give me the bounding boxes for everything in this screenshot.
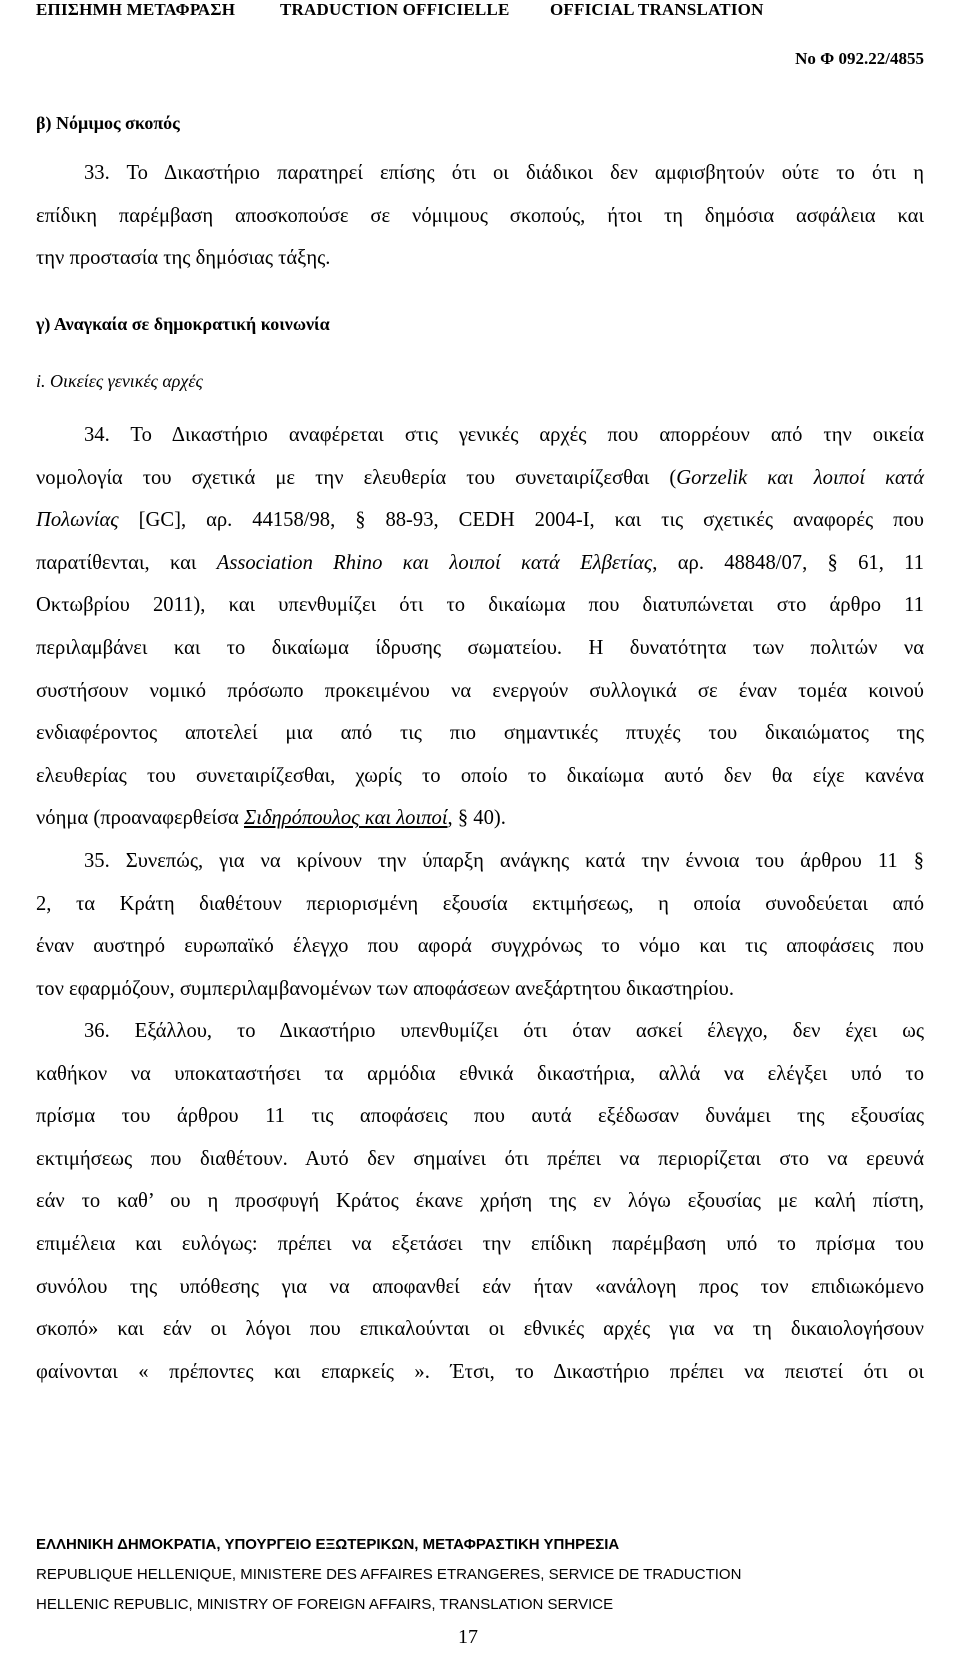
paragraph-34 bbox=[36, 414, 924, 840]
paragraph-line: εάν το καθ’ ου η προσφυγή Κράτος έκανε χρήση της εν λόγω εξουσίας με καλή πίστη, bbox=[36, 1190, 924, 1213]
paragraph-line bbox=[36, 542, 924, 585]
case-name-gorzelik: Gorzelik και λοιποί κατά bbox=[676, 466, 924, 489]
paragraph-line: Οκτωβρίου 2011), και υπενθυμίζει ότι το δικαίωμα που διατυπώνεται στο άρθρο 11 bbox=[36, 594, 924, 617]
paragraph-line: 2, τα Κράτη διαθέτουν περιορισμένη εξουσία εκτιμήσεως, η οποία συνοδεύεται από bbox=[36, 892, 924, 915]
text-run: , αρ. 48848/07, § 61, 11 bbox=[652, 551, 924, 574]
text-run: παρατίθενται, και bbox=[36, 551, 217, 574]
paragraph-35 bbox=[36, 840, 924, 1010]
paragraph-line: ελευθερίας του συνεταιρίζεσθαι, χωρίς το οποίο το δικαίωμα αυτό δεν θα είχε κανένα bbox=[36, 764, 924, 787]
paragraph-line: συνόλου της υπόθεσης για να αποφανθεί εάν ήταν «ανάλογη προς τον επιδιωκόμενο bbox=[36, 1275, 924, 1298]
text-run: [GC], αρ. 44158/98, § 88-93, CEDH 2004-I, και τις σχετικές αναφορές που bbox=[118, 509, 924, 532]
paragraph-line: περιλαμβάνει και το δικαίωμα ίδρυσης σωματείου. Η δυνατότητα των πολιτών να bbox=[36, 636, 924, 659]
header-greek-title: ΕΠΙΣΗΜΗ ΜΕΤΑΦΡΑΣΗ bbox=[36, 0, 236, 19]
reference-number: Νο Φ 092.22/4855 bbox=[795, 49, 924, 68]
paragraph-line: τον εφαρμόζουν, συμπεριλαμβανομένων των αποφάσεων ανεξάρτητου δικαστηρίου. bbox=[36, 977, 734, 1000]
paragraph-line: συστήσουν νομικό πρόσωπο προκειμένου να ενεργούν συλλογικά σε έναν τομέα κοινού bbox=[36, 679, 924, 702]
paragraph-line: 35. Συνεπώς, για να κρίνουν την ύπαρξη ανάγκης κατά την έννοια του άρθρου 11 § bbox=[84, 850, 924, 872]
paragraph-line: σκοπό» και εάν οι λόγοι που επικαλούνται οι εθνικές αρχές για να τη δικαιολογήσουν bbox=[36, 1318, 924, 1341]
text-run: , § 40). bbox=[447, 807, 506, 830]
case-name-association-rhino: Association Rhino και λοιποί κατά Ελβετίας bbox=[216, 551, 653, 574]
footer-english: HELLENIC REPUBLIC, MINISTRY OF FOREIGN AFFAIRS, TRANSLATION SERVICE bbox=[36, 1596, 614, 1613]
paragraph-line: έναν αυστηρό ευρωπαϊκό έλεγχο που αφορά συγχρόνως το νόμο και τις αποφάσεις που bbox=[36, 935, 924, 958]
paragraph-line: εκτιμήσεως που διαθέτουν. Αυτό δεν σημαίνει ότι πρέπει να περιορίζεται στο να ερευνά bbox=[36, 1147, 924, 1170]
footer-greek: ΕΛΛΗΝΙΚΗ ΔΗΜΟΚΡΑΤΙΑ, ΥΠΟΥΡΓΕΙΟ ΕΞΩΤΕΡΙΚΩΝ, ΜΕΤΑΦΡΑΣΤΙΚΗ ΥΠΗΡΕΣΙΑ bbox=[36, 1536, 620, 1553]
paragraph-line bbox=[36, 499, 924, 542]
paragraph-line: καθήκον να υποκαταστήσει τα αρμόδια εθνικά δικαστήρια, αλλά να ελέγξει υπό το bbox=[36, 1062, 924, 1085]
paragraph-36 bbox=[36, 1010, 924, 1393]
paragraph-line: επιμέλεια και ευλόγως: πρέπει να εξετάσει την επίδικη παρέμβαση υπό το πρίσμα του bbox=[36, 1232, 924, 1255]
case-name-gorzelik-country: Πολωνίας bbox=[36, 509, 119, 532]
paragraph-33 bbox=[36, 152, 924, 280]
footer-french: REPUBLIQUE HELLENIQUE, MINISTERE DES AFFAIRES ETRANGERES, SERVICE DE TRADUCTION bbox=[36, 1566, 742, 1583]
subsection-heading-general-principles: i. Οικείες γενικές αρχές bbox=[36, 371, 203, 391]
section-heading-necessity: γ) Αναγκαία σε δημοκρατική κοινωνία bbox=[36, 314, 330, 334]
paragraph-line: 34. Το Δικαστήριο αναφέρεται στις γενικές αρχές που απορρέουν από την οικεία bbox=[84, 424, 924, 446]
section-heading-legitimate-aim: β) Νόμιμος σκοπός bbox=[36, 113, 180, 133]
paragraph-line: ενδιαφέροντος αποτελεί μια από τις πιο σημαντικές πτυχές του δικαιώματος της bbox=[36, 722, 924, 745]
page-number: 17 bbox=[458, 1626, 478, 1648]
paragraph-line bbox=[36, 457, 924, 500]
paragraph-line: επίδικη παρέμβαση αποσκοπούσε σε νόμιμους σκοπούς, ήτοι τη δημόσια ασφάλεια και bbox=[36, 204, 924, 227]
paragraph-line: φαίνονται « πρέποντες και επαρκείς ». Έτσι, το Δικαστήριο πρέπει να πειστεί ότι οι bbox=[36, 1360, 924, 1383]
text-run: νομολογία του σχετικά με την ελευθερία του συνεταιρίζεσθαι ( bbox=[36, 466, 677, 489]
header-french-title: TRADUCTION OFFICIELLE bbox=[280, 0, 510, 19]
paragraph-line: 33. Το Δικαστήριο παρατηρεί επίσης ότι οι διάδικοι δεν αμφισβητούν ούτε το ότι η bbox=[84, 162, 924, 184]
header-english-title: OFFICIAL TRANSLATION bbox=[550, 0, 764, 19]
paragraph-line bbox=[36, 797, 924, 840]
paragraph-line: 36. Εξάλλου, το Δικαστήριο υπενθυμίζει ότι όταν ασκεί έλεγχο, δεν έχει ως bbox=[84, 1020, 924, 1042]
text-run: νόημα (προαναφερθείσα bbox=[36, 807, 244, 830]
case-name-sidiropoulos: Σιδηρόπουλος και λοιποί bbox=[243, 807, 448, 830]
paragraph-line: πρίσμα του άρθρου 11 τις αποφάσεις που αυτά εξέδωσαν δυνάμει της εξουσίας bbox=[36, 1105, 924, 1128]
paragraph-line: την προστασία της δημόσιας τάξης. bbox=[36, 247, 331, 270]
